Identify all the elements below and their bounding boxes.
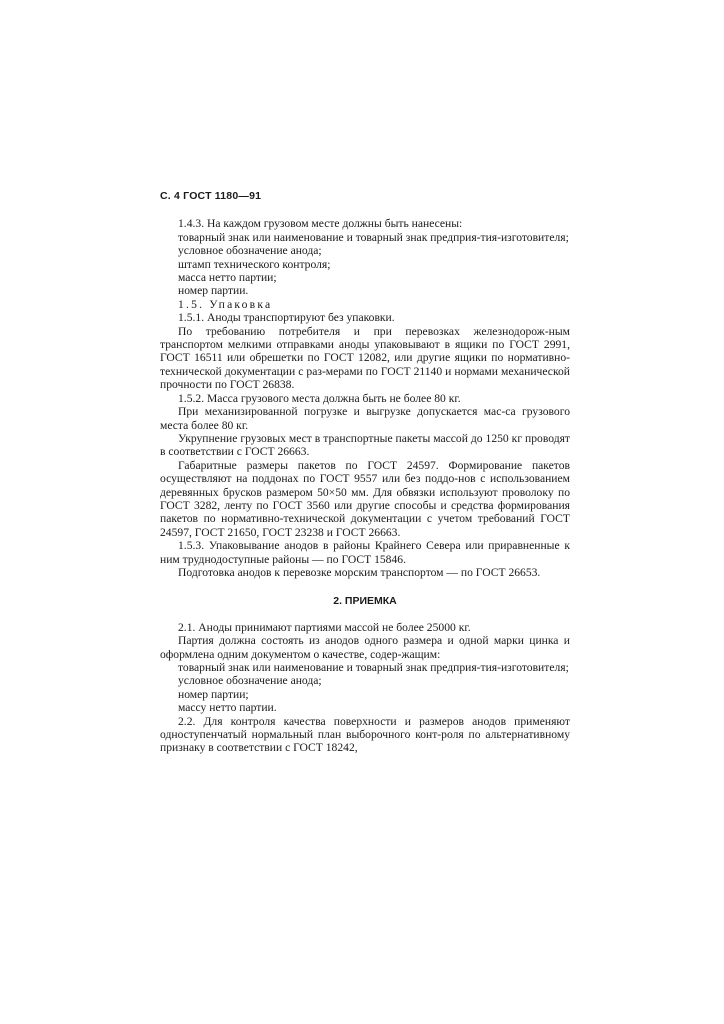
list-item: условное обозначение анода; (178, 244, 322, 258)
list-item: массу нетто партии. (178, 701, 277, 715)
list-item: товарный знак или наименование и товарный знак предприя-тия-изготовителя; (178, 230, 569, 244)
clause-1-5-1: 1.5.1. Аноды транспортируют без упаковки. (178, 311, 395, 325)
list-item: штамп технического контроля; (178, 257, 331, 271)
list-item: номер партии. (178, 284, 249, 298)
list-item: масса нетто партии; (178, 271, 277, 285)
paragraph: По требованию потребителя и при перевозках железнодорож-ным транспортом мелкими отправками аноды упаковывают в ящики по ГОСТ 2991, ГОСТ 16511 или обрешетки по ГОСТ 12082, или другие ящики по нормативно-технической документации с раз-мерами по ГОСТ 21140 и нормами механической прочности по ГОСТ 26838. (160, 324, 570, 392)
page-header: С. 4 ГОСТ 1180—91 (160, 190, 262, 202)
list-item: условное обозначение анода; (178, 674, 322, 688)
paragraph: Укрупнение грузовых мест в транспортные пакеты массой до 1250 кг проводят в соответствии с ГОСТ 26663. (160, 431, 570, 459)
paragraph: Габаритные размеры пакетов по ГОСТ 24597. Формирование пакетов осуществляют на поддонах по ГОСТ 9557 или без поддо-нов с использованием деревянных брусков размером 50×50 мм. Для обвязки используют проволоку по ГОСТ 3282, ленту по ГОСТ 3560 или другие способы и средства формирования пакетов по нормативно-технической документации с учетом требований ГОСТ 24597, ГОСТ 21650, ГОСТ 23238 и ГОСТ 26663. (160, 458, 570, 539)
clause-1-4-3: 1.4.3. На каждом грузовом месте должны быть нанесены: (178, 217, 463, 231)
paragraph: При механизированной погрузке и выгрузке допускается мас-са грузового места более 80 кг. (160, 405, 570, 432)
list-item: номер партии; (178, 687, 249, 701)
clause-2-1: 2.1. Аноды принимают партиями массой не более 25000 кг. (178, 620, 471, 634)
paragraph: Партия должна состоять из анодов одного размера и одной марки цинка и оформлена одним документом о качестве, содер-жащим: (160, 634, 570, 661)
clause-2-2: 2.2. Для контроля качества поверхности и размеров анодов применяют одноступенчатый нормальный план выборочного конт-роля по альтернативному признаку в соответствии с ГОСТ 18242, (160, 714, 570, 755)
document-page (160, 190, 570, 755)
section-2-title: 2. ПРИЕМКА (333, 595, 397, 608)
clause-1-5-2: 1.5.2. Масса грузового места должна быть не более 80 кг. (178, 391, 461, 405)
clause-1-5-3: 1.5.3. Упаковывание анодов в районы Крайнего Севера или приравненные к ним труднодоступные районы — по ГОСТ 15846. (160, 539, 570, 566)
list-item: товарный знак или наименование и товарный знак предприя-тия-изготовителя; (178, 661, 569, 674)
subsection-1-5-title: 1.5. Упаковка (178, 297, 273, 311)
paragraph: Подготовка анодов к перевозке морским транспортом — по ГОСТ 26653. (178, 565, 541, 579)
